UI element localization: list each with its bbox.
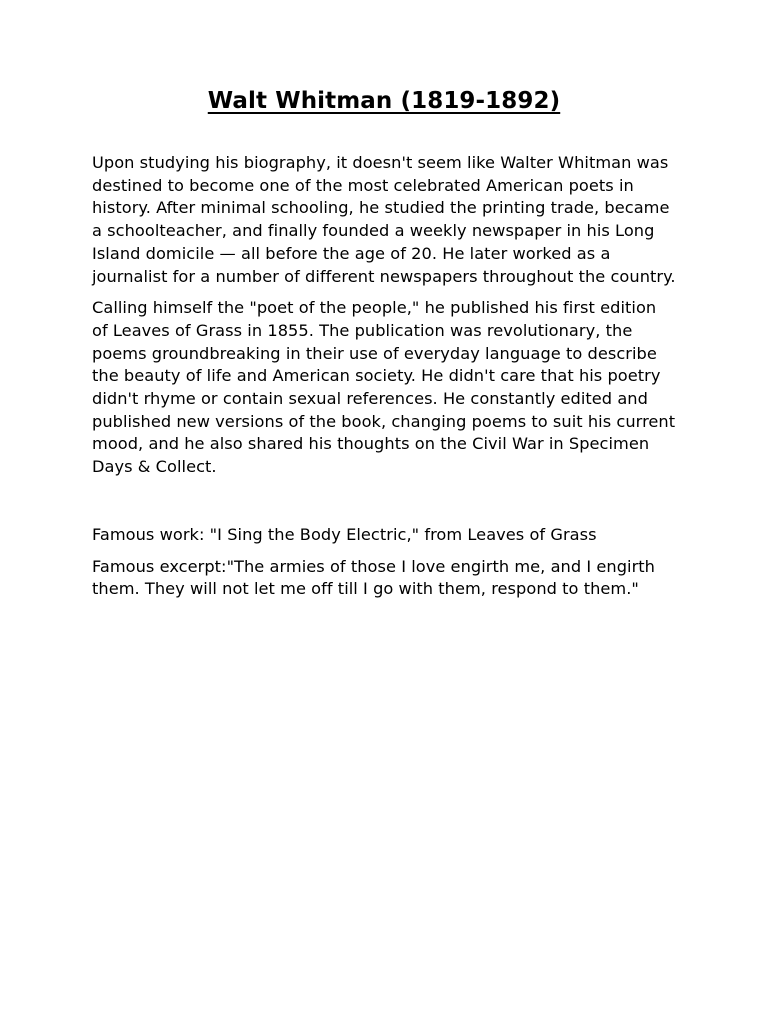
document-title: Walt Whitman (1819-1892) xyxy=(207,88,561,114)
leaves-of-grass-paragraph: Calling himself the "poet of the people," he published his first edition of Leaves of Grass in 1855. The publication was revolutionary, the poems groundbreaking in their use of everyday language to describe the beauty of life and American society. He didn't care that his poetry didn't rhyme or contain sexual references. He constantly edited and published new versions of the book, changing poems to suit his current mood, and he also shared his thoughts on the Civil War in Specimen Days & Collect. xyxy=(92,298,676,477)
famous-excerpt-paragraph: Famous excerpt:"The armies of those I love engirth me, and I engirth them. They will not let me off till I go with them, respond to them." xyxy=(92,556,655,599)
famous-work-line: Famous work: "I Sing the Body Electric," from Leaves of Grass xyxy=(92,524,597,544)
biography-paragraph: Upon studying his biography, it doesn't seem like Walter Whitman was destined to become one of the most celebrated American poets in history. After minimal schooling, he studied the printing trade, became a schoolteacher, and finally founded a weekly newspaper in his Long Island domicile — all before the age of 20. He later worked as a journalist for a number of different newspapers throughout the country. xyxy=(92,153,676,286)
